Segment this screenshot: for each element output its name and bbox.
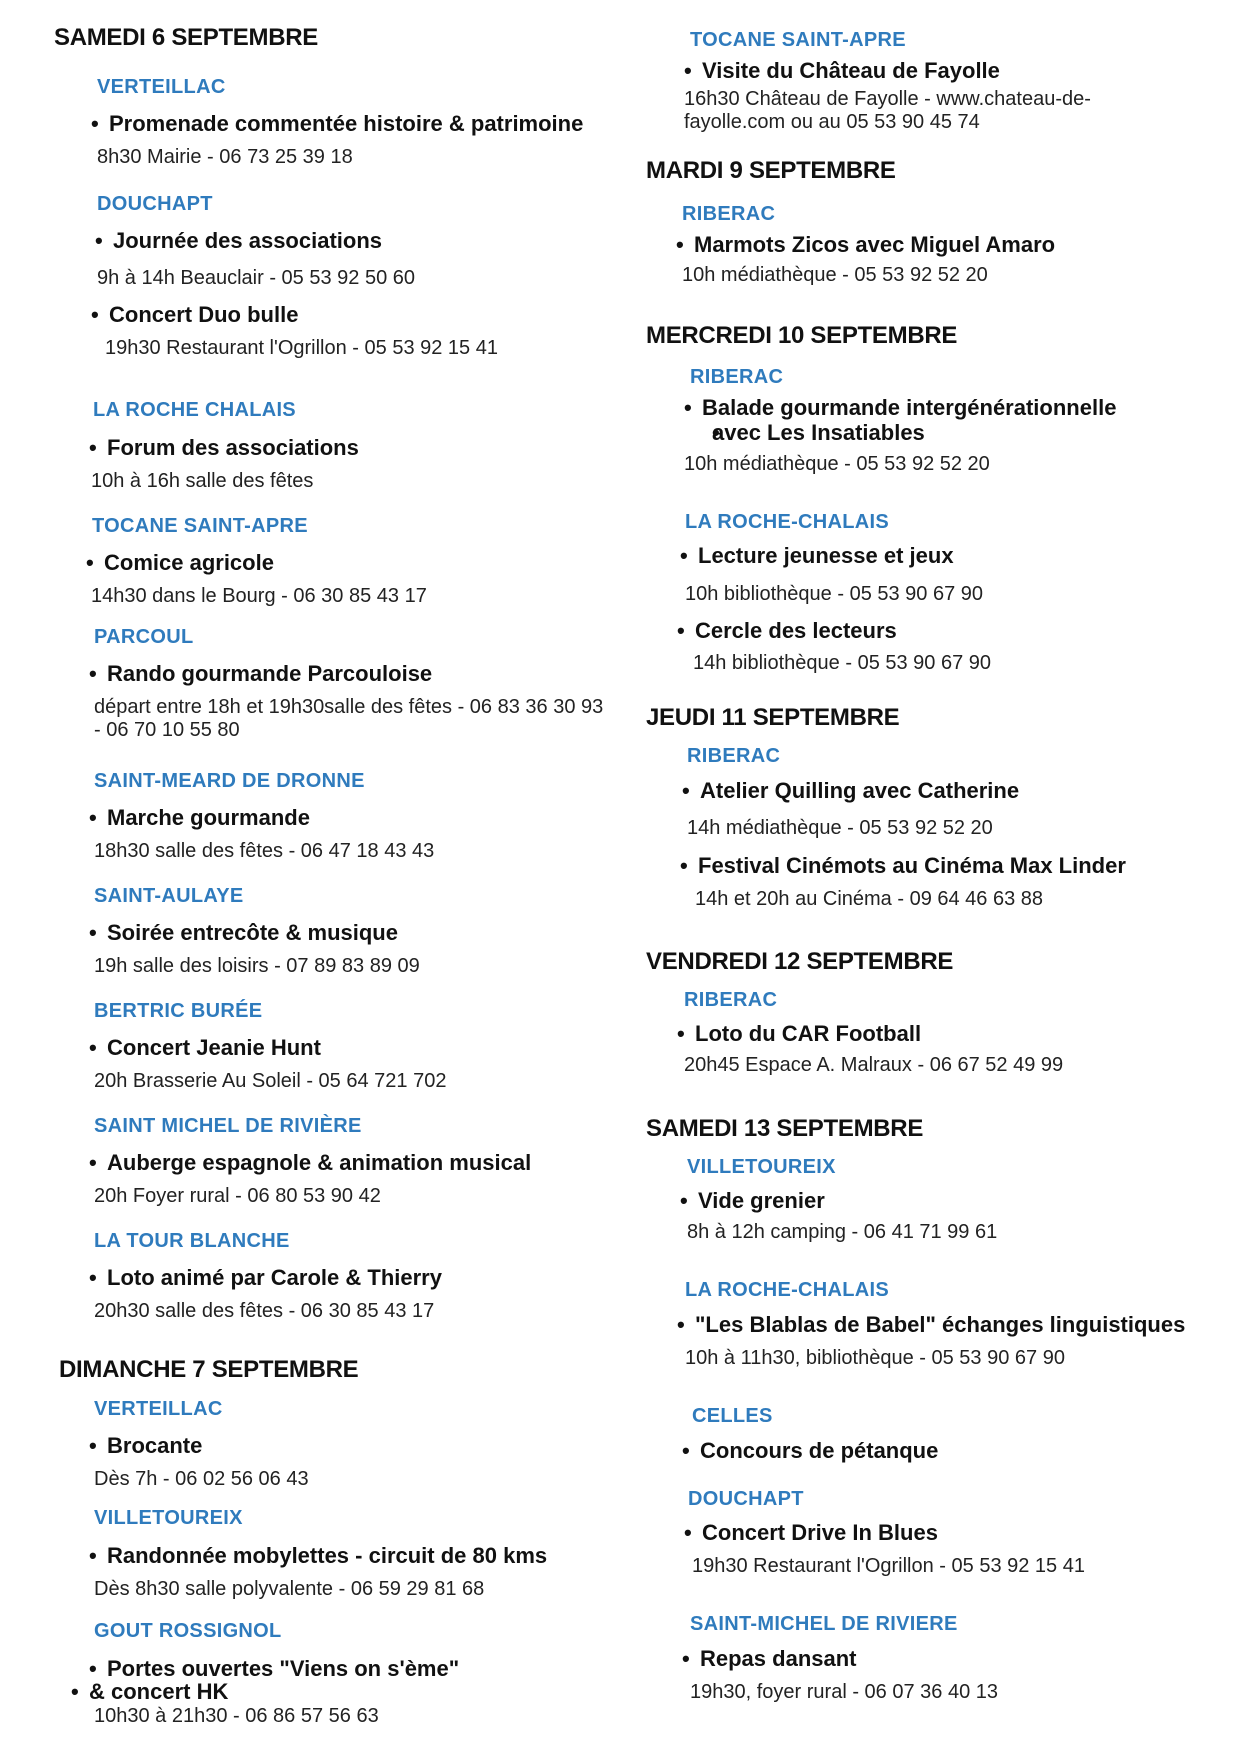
event-detail: 8h à 12h camping - 06 41 71 99 61 — [687, 1221, 998, 1243]
event-title: • Marche gourmande — [89, 806, 310, 830]
event-title-line: Portes ouvertes "Viens on s'ème" — [107, 1656, 460, 1681]
day-heading: DIMANCHE 7 SEPTEMBRE — [59, 1356, 359, 1383]
event-detail: 9h à 14h Beauclair - 05 53 92 50 60 — [97, 267, 416, 289]
event-title: • Vide grenier — [680, 1189, 825, 1213]
event-title: • Comice agricole — [86, 551, 274, 575]
event-detail: 20h30 salle des fêtes - 06 30 85 43 17 — [94, 1300, 435, 1322]
town-name: TOCANE SAINT-APRE — [92, 515, 308, 537]
event-detail: 19h salle des loisirs - 07 89 83 89 09 — [94, 955, 420, 977]
event-title: • Concert Jeanie Hunt — [89, 1036, 321, 1060]
town-name: DOUCHAPT — [97, 193, 213, 215]
event-detail: 10h30 à 21h30 - 06 86 57 56 63 — [94, 1705, 379, 1727]
town-name: LA TOUR BLANCHE — [94, 1230, 290, 1252]
event-title: • Lecture jeunesse et jeux — [680, 544, 954, 568]
event-title-line: avec Les Insatiables — [712, 420, 925, 445]
event-detail: 20h Foyer rural - 06 80 53 90 42 — [94, 1185, 381, 1207]
event-detail: 8h30 Mairie - 06 73 25 39 18 — [97, 146, 353, 168]
event-detail: 19h30 Restaurant l'Ogrillon - 05 53 92 15 41 — [105, 337, 498, 359]
day-heading: VENDREDI 12 SEPTEMBRE — [646, 948, 954, 975]
event-title: • Visite du Château de Fayolle — [684, 59, 1000, 83]
event-detail: 10h à 11h30, bibliothèque - 05 53 90 67 90 — [685, 1347, 1065, 1369]
event-title: • Repas dansant — [682, 1647, 857, 1671]
town-name: RIBERAC — [690, 366, 784, 388]
town-name: CELLES — [692, 1405, 773, 1427]
event-detail: 20h Brasserie Au Soleil - 05 64 721 702 — [94, 1070, 447, 1092]
event-title: • Marmots Zicos avec Miguel Amaro — [676, 233, 1055, 257]
event-detail: 19h30, foyer rural - 06 07 36 40 13 — [690, 1681, 998, 1703]
event-detail: 10h bibliothèque - 05 53 90 67 90 — [685, 583, 984, 605]
event-title: • Forum des associations — [89, 436, 359, 460]
event-detail: Dès 7h - 06 02 56 06 43 — [94, 1468, 309, 1490]
day-heading: SAMEDI 6 SEPTEMBRE — [54, 24, 318, 51]
town-name: SAINT MICHEL DE RIVIÈRE — [94, 1115, 362, 1137]
day-heading: MARDI 9 SEPTEMBRE — [646, 157, 896, 184]
event-title: • Loto animé par Carole & Thierry — [89, 1266, 442, 1290]
town-name: RIBERAC — [684, 989, 778, 1011]
town-name: LA ROCHE-CHALAIS — [685, 511, 890, 533]
event-title: • Balade gourmande intergénérationnelle — [684, 396, 1116, 420]
event-title: • Concert Duo bulle — [91, 303, 298, 327]
event-title: • Cercle des lecteurs — [677, 619, 897, 643]
event-title-continued — [712, 421, 925, 445]
event-title: • Journée des associations — [95, 229, 382, 253]
event-detail: 14h bibliothèque - 05 53 90 67 90 — [693, 652, 992, 674]
event-title: • Atelier Quilling avec Catherine — [682, 779, 1019, 803]
event-title: • Auberge espagnole & animation musical — [89, 1151, 531, 1175]
day-heading: SAMEDI 13 SEPTEMBRE — [646, 1115, 924, 1142]
town-name: VILLETOUREIX — [687, 1156, 836, 1178]
event-title: • Concours de pétanque — [682, 1439, 938, 1463]
event-detail: 16h30 Château de Fayolle - www.chateau-de-fayolle.com ou au 05 53 90 45 74 — [684, 88, 1091, 133]
town-name: TOCANE SAINT-APRE — [690, 29, 906, 51]
town-name: RIBERAC — [687, 745, 781, 767]
day-heading: JEUDI 11 SEPTEMBRE — [646, 704, 900, 731]
event-detail: 20h45 Espace A. Malraux - 06 67 52 49 99 — [684, 1054, 1064, 1076]
event-title — [89, 1657, 459, 1681]
town-name: GOUT ROSSIGNOL — [94, 1620, 282, 1642]
town-name: VERTEILLAC — [94, 1398, 223, 1420]
event-title: • Promenade commentée histoire & patrimoine — [91, 112, 583, 136]
town-name: LA ROCHE-CHALAIS — [685, 1279, 890, 1301]
event-title: • Soirée entrecôte & musique — [89, 921, 398, 945]
event-detail: 19h30 Restaurant l'Ogrillon - 05 53 92 15 41 — [692, 1555, 1085, 1577]
event-detail: 10h à 16h salle des fêtes — [91, 470, 314, 492]
event-detail: 10h médiathèque - 05 53 92 52 20 — [684, 453, 990, 475]
town-name: SAINT-MEARD DE DRONNE — [94, 770, 365, 792]
town-name: DOUCHAPT — [688, 1488, 804, 1510]
event-title: • Loto du CAR Football — [677, 1022, 921, 1046]
town-name: SAINT-AULAYE — [94, 885, 244, 907]
town-name: SAINT-MICHEL DE RIVIERE — [690, 1613, 958, 1635]
event-title: • Brocante — [89, 1434, 202, 1458]
event-detail: Dès 8h30 salle polyvalente - 06 59 29 81 68 — [94, 1578, 485, 1600]
event-title: • "Les Blablas de Babel" échanges linguistiques — [677, 1313, 1185, 1337]
town-name: VILLETOUREIX — [94, 1507, 243, 1529]
event-detail: 14h et 20h au Cinéma - 09 64 46 63 88 — [695, 888, 1044, 910]
event-detail: départ entre 18h et 19h30salle des fêtes - 06 83 36 30 93 - 06 70 10 55 80 — [94, 696, 604, 741]
day-heading: MERCREDI 10 SEPTEMBRE — [646, 322, 958, 349]
town-name: BERTRIC BURÉE — [94, 1000, 263, 1022]
event-title: • Festival Cinémots au Cinéma Max Linder — [680, 854, 1126, 878]
town-name: VERTEILLAC — [97, 76, 226, 98]
town-name: RIBERAC — [682, 203, 776, 225]
event-title: • Randonnée mobylettes - circuit de 80 kms — [89, 1544, 547, 1568]
event-title: • Concert Drive In Blues — [684, 1521, 938, 1545]
event-title-continued: • & concert HK — [71, 1680, 228, 1704]
event-detail: 18h30 salle des fêtes - 06 47 18 43 43 — [94, 840, 435, 862]
event-detail: 14h médiathèque - 05 53 92 52 20 — [687, 817, 993, 839]
town-name: PARCOUL — [94, 626, 194, 648]
event-detail: 14h30 dans le Bourg - 06 30 85 43 17 — [91, 585, 427, 607]
town-name: LA ROCHE CHALAIS — [93, 399, 296, 421]
event-title: • Rando gourmande Parcouloise — [89, 662, 432, 686]
event-detail: 10h médiathèque - 05 53 92 52 20 — [682, 264, 988, 286]
